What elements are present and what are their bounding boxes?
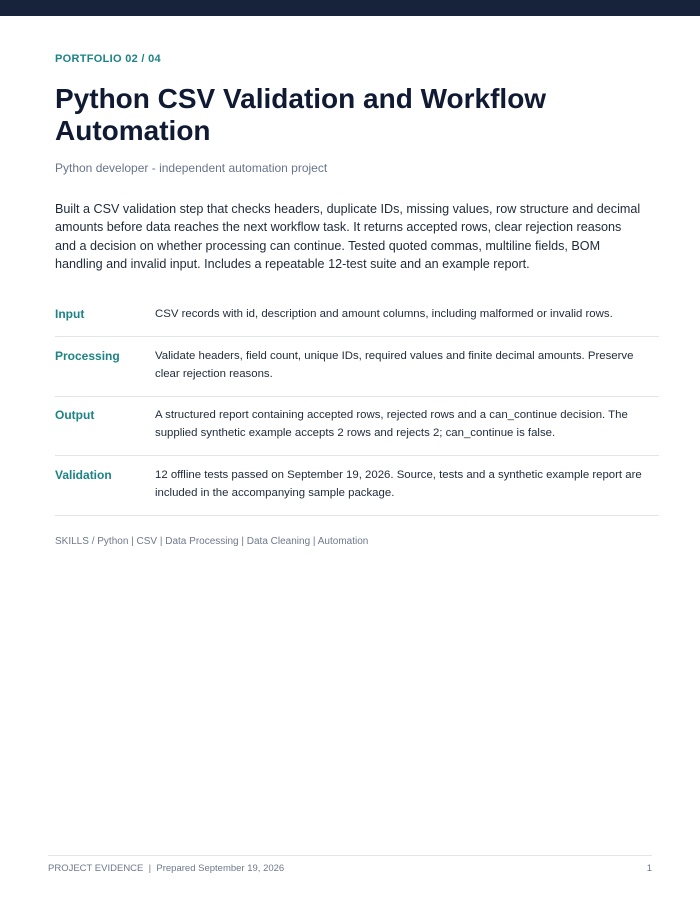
spec-label: Input [55,307,85,321]
project-summary: Built a CSV validation step that checks headers, duplicate IDs, missing values, row structure and decimal amounts before data reaches the next workflow task. It returns accepted rows, clear rejection reasons and a decision on whether processing can continue. Tested quoted commas, multiline fields, BOM handling and invalid input. Includes a repeatable 12-test suite and an example report. [55,202,641,271]
spec-value: A structured report containing accepted rows, rejected rows and a can_continue decision. The supplied synthetic example accepts 2 rows and rejects 2; can_continue is false. [155,409,628,439]
top-bar [0,0,700,16]
portfolio-eyebrow: PORTFOLIO 02 / 04 [55,53,161,65]
footer-divider [48,855,652,856]
skills-line: SKILLS / Python | CSV | Data Processing | Data Cleaning | Automation [55,536,369,547]
spec-value: Validate headers, field count, unique IDs, required values and finite decimal amounts. Preserve clear rejection reasons. [155,350,634,380]
spec-label: Processing [55,349,120,363]
spec-value: CSV records with id, description and amount columns, including malformed or invalid rows. [155,308,613,320]
spec-row-input [55,292,659,337]
page-title: Python CSV Validation and Workflow Automation [55,83,547,146]
spec-label: Output [55,408,95,422]
spec-row-output [55,397,659,456]
spec-label: Validation [55,468,112,482]
page-subtitle: Python developer - independent automation project [55,161,328,175]
spec-value: 12 offline tests passed on September 19, 2026. Source, tests and a synthetic example report are included in the accompanying sample package. [155,469,642,499]
footer-label: PROJECT EVIDENCE | Prepared September 19, 2026 [48,863,285,874]
spec-row-processing [55,337,659,397]
page-number: 1 [646,863,652,874]
spec-row-validation [55,456,659,516]
spec-table [55,292,659,516]
